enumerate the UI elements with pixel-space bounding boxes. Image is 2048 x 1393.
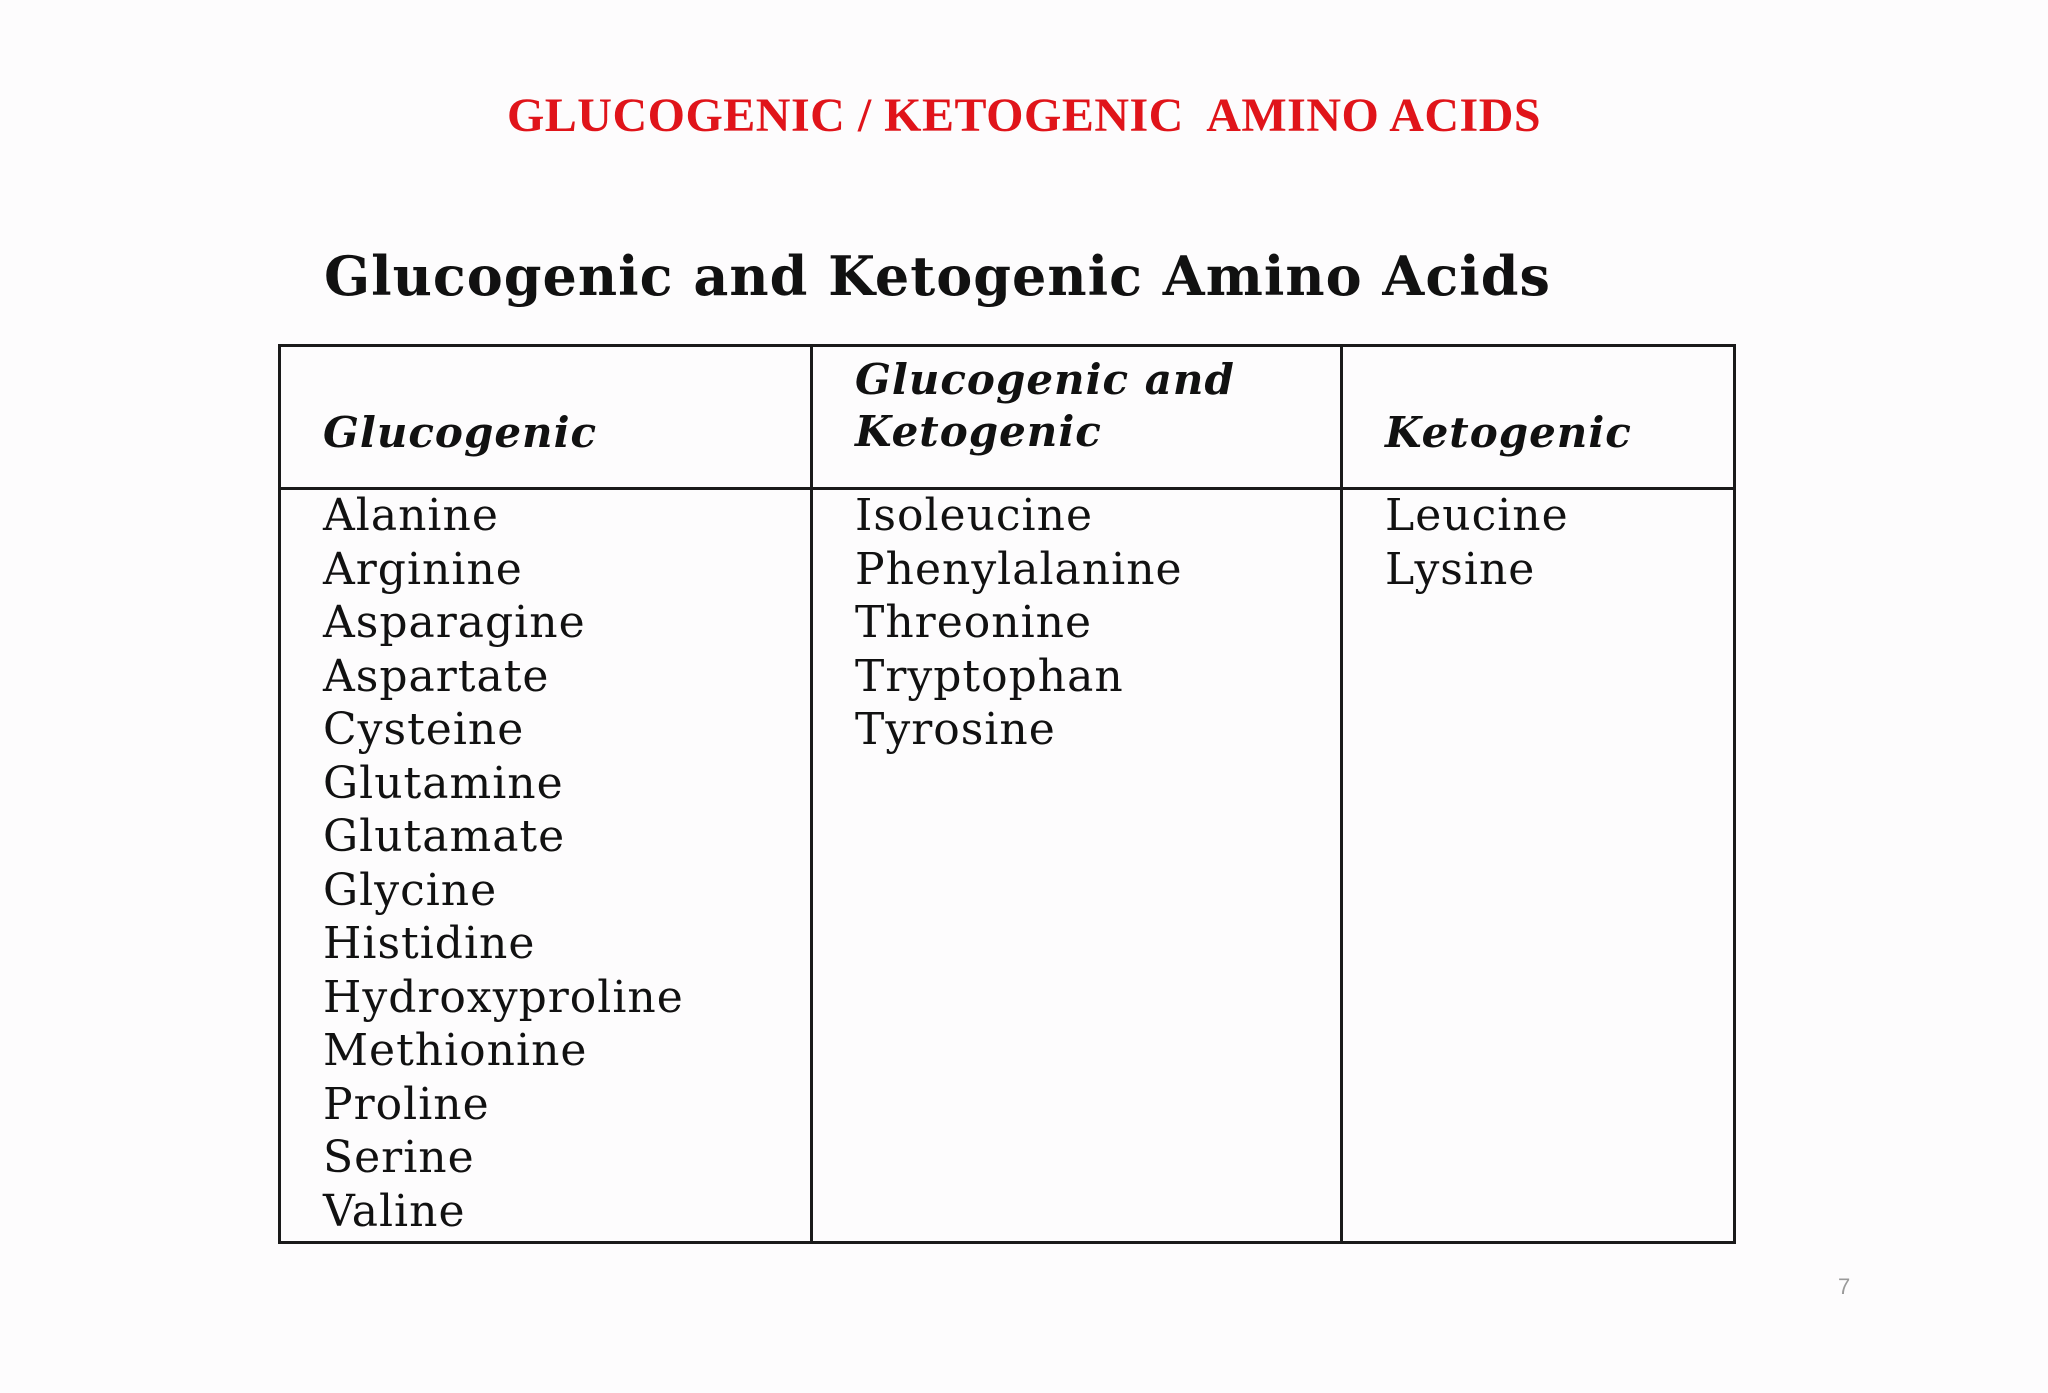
amino-acid-item: Lysine — [1385, 543, 1536, 595]
table-title: Glucogenic and Ketogenic Amino Acids — [324, 244, 1551, 308]
amino-acid-item: Aspartate — [323, 650, 550, 702]
amino-acid-item: Serine — [323, 1132, 475, 1183]
amino-acid-item: Asparagine — [323, 597, 586, 648]
amino-acid-item: Methionine — [323, 1025, 588, 1076]
amino-acid-item: Tyrosine — [855, 704, 1056, 755]
amino-acid-item: Glutamine — [323, 757, 564, 809]
amino-acid-item: Valine — [323, 1185, 466, 1237]
amino-acid-item: Proline — [323, 1078, 490, 1130]
glucogenic-column — [281, 347, 813, 1241]
amino-acid-item: Leucine — [1385, 490, 1569, 541]
amino-acid-item: Arginine — [323, 543, 523, 595]
column-header-line: Ketogenic — [855, 407, 1102, 456]
column-header-glucogenic-and-ketogenic — [855, 354, 1235, 458]
amino-acid-item: Hydroxyproline — [323, 971, 684, 1023]
ketogenic-column — [1343, 347, 1733, 1241]
ketogenic-list — [1385, 489, 1569, 596]
amino-acid-item: Cysteine — [323, 704, 525, 755]
column-header-glucogenic — [323, 407, 597, 459]
amino-acid-item: Isoleucine — [855, 490, 1093, 541]
slide-title: GLUCOGENIC / KETOGENIC AMINO ACIDS — [506, 89, 1542, 142]
amino-acid-item: Histidine — [323, 918, 536, 969]
amino-acid-item: Threonine — [855, 597, 1093, 648]
glucogenic-and-ketogenic-list — [855, 489, 1183, 757]
glucogenic-list — [323, 489, 684, 1238]
column-header-ketogenic — [1385, 407, 1632, 459]
column-header-line: Glucogenic and — [855, 355, 1235, 404]
amino-acid-item: Alanine — [323, 490, 499, 541]
amino-acid-table — [278, 344, 1736, 1244]
glucogenic-and-ketogenic-column — [813, 347, 1343, 1241]
amino-acid-item: Tryptophan — [855, 650, 1124, 702]
column-header-line: Ketogenic — [1385, 408, 1632, 457]
amino-acid-item: Glycine — [323, 864, 498, 916]
column-header-line: Glucogenic — [323, 408, 598, 457]
amino-acid-item: Glutamate — [323, 811, 566, 862]
page-number: 7 — [1838, 1274, 1851, 1299]
amino-acid-item: Phenylalanine — [855, 543, 1183, 595]
